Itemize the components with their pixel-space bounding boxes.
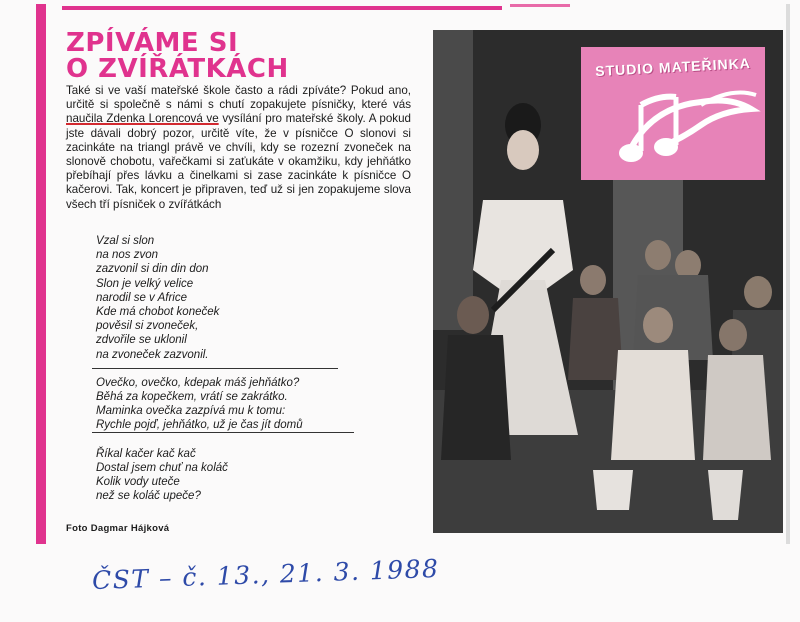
- article-intro: [66, 84, 411, 212]
- page-edge: [786, 4, 790, 544]
- lyric-line: zdvořile se uklonil: [96, 334, 187, 347]
- song-lyrics: [96, 234, 396, 513]
- poem-underline: [92, 432, 354, 433]
- tv-studio-photo: [433, 30, 783, 533]
- lyric-line: zazvonil si din din don: [96, 263, 209, 276]
- lyric-line: pověsil si zvoneček,: [96, 320, 199, 333]
- lyric-line: než se koláč upeče?: [96, 490, 201, 503]
- magenta-top-rule: [62, 6, 502, 10]
- lyric-line: na nos zvon: [96, 249, 159, 262]
- lyric-line: Vzal si slon: [96, 235, 155, 247]
- lyric-line: Říkal kačer kač kač: [96, 447, 196, 460]
- intro-text-2: vysílání pro mateřské školy. A pokud jste dávali dobrý pozor, určitě víte, že v písničce O slonovi si zacinkáte na triangl právě ve chvíli, kdy se rozezní zvoneček na slonově chobotu, vařečkami si zaťukáte v okamžiku, kdy jehňátko přebíhají přes lávku a činelkami si zase zacinkáte k písničce O kačerovi. Tak, koncert je připraven, teď už si jen zopakujeme slova všech tří písniček o zvířátkách: [66, 112, 411, 211]
- lyric-line: Ovečko, ovečko, kdepak máš jehňátko?: [96, 376, 300, 389]
- magenta-side-bar: [36, 4, 46, 544]
- lyric-line: Běhá za kopečkem, vrátí se zakrátko.: [96, 391, 288, 404]
- poem-underline: [92, 368, 338, 369]
- studio-sign: [581, 47, 765, 180]
- song-ovecka: [96, 376, 396, 433]
- lyric-line: Rychle pojď, jehňátko, už je čas jít domů: [96, 419, 303, 432]
- intro-text-1: Také si ve vaší mateřské škole často a rádi zpíváte? Pokud ano, určitě si společně s námi s chutí zopakujete písničky, které vás: [66, 84, 411, 112]
- handwritten-note: ČST – č. 13., 21. 3. 1988: [91, 553, 440, 596]
- lyric-line: Slon je velký velice: [96, 277, 194, 290]
- lyric-line: Dostal jsem chuť na koláč: [96, 461, 228, 474]
- article-title: [66, 30, 289, 82]
- lyric-line: narodil se v Africe: [96, 291, 187, 304]
- title-line-1: ZPÍVÁME SI: [66, 28, 239, 58]
- studio-sign-label: STUDIO MATEŘINKA: [594, 54, 752, 80]
- song-o-kacerovi: [96, 447, 396, 504]
- title-line-2: O ZVÍŘÁTKÁCH: [66, 54, 289, 84]
- lyric-line: Kde má chobot koneček: [96, 306, 220, 319]
- lyric-line: Kolik vody uteče: [96, 476, 180, 489]
- intro-underlined-text: naučila Zdenka Lorencová ve: [66, 112, 219, 126]
- lyric-line: Maminka ovečka zazpívá mu k tomu:: [96, 405, 286, 418]
- song-o-slonovi: [96, 234, 396, 362]
- music-note-icon: [581, 47, 765, 180]
- photo-credit: Foto Dagmar Hájková: [66, 523, 170, 534]
- lyric-line: na zvoneček zazvonil.: [96, 348, 209, 361]
- magenta-top-rule-fragment: [510, 4, 570, 7]
